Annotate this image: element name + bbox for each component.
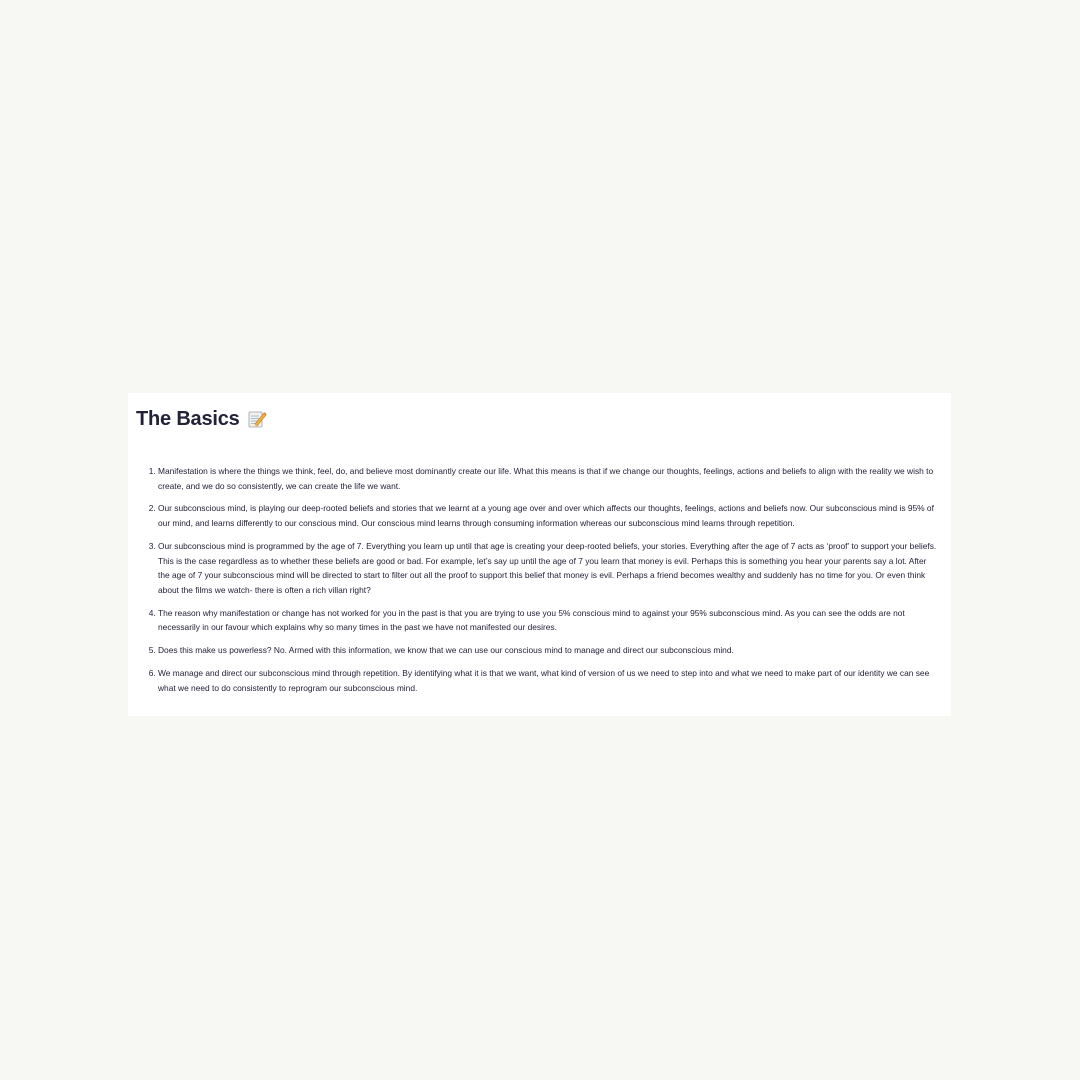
list-item: 5. Does this make us powerless? No. Armed with this information, we know that we can use our conscious mind to manage and direct our subconscious mind. (158, 643, 937, 658)
list-item: 1. Manifestation is where the things we think, feel, do, and believe most dominantly create our life. What this means is that if we change our thoughts, feelings, actions and beliefs to align with the reality we wish to create, and we do so consistently, we can create the life we want. (158, 464, 937, 493)
section-title-text: The Basics (136, 408, 240, 430)
list-item: 2. Our subconscious mind, is playing our deep-rooted beliefs and stories that we learnt at a young age over and over which affects our thoughts, feelings, actions and beliefs now. Our subconscious mind is 95% of our mind, and learns differently to our conscious mind. Our conscious mind learns through consuming information whereas our subconscious mind learns through repetition. (158, 501, 937, 530)
list-item: 4. The reason why manifestation or change has not worked for you in the past is that you are trying to use you 5% conscious mind to against your 95% subconscious mind. As you can see the odds are not necessarily in our favour which explains why so many times in the past we have not manifested our desires. (158, 606, 937, 635)
memo-icon (247, 409, 267, 429)
basics-list (136, 464, 937, 695)
list-item: 3. Our subconscious mind is programmed by the age of 7. Everything you learn up until that age is creating your deep-rooted beliefs, your stories. Everything after the age of 7 acts as ‘proof’ to support your beliefs. This is the case regardless as to whether these beliefs are good or bad. For example, let’s say up until the age of 7 you learn that money is evil. Perhaps this is something you hear your parents say a lot. After the age of 7 your subconscious mind will be directed to start to filter out all the proof to support this belief that money is evil. Perhaps a friend becomes wealthy and suddenly has no time for you. Or even think about the films we watch- there is often a rich villan right? (158, 539, 937, 597)
content-card (128, 393, 951, 716)
list-item: 6. We manage and direct our subconscious mind through repetition. By identifying what it is that we want, what kind of version of us we need to step into and what we need to make part of our identity we can see what we need to do consistently to reprogram our subconscious mind. (158, 666, 937, 695)
section-title (136, 407, 937, 431)
